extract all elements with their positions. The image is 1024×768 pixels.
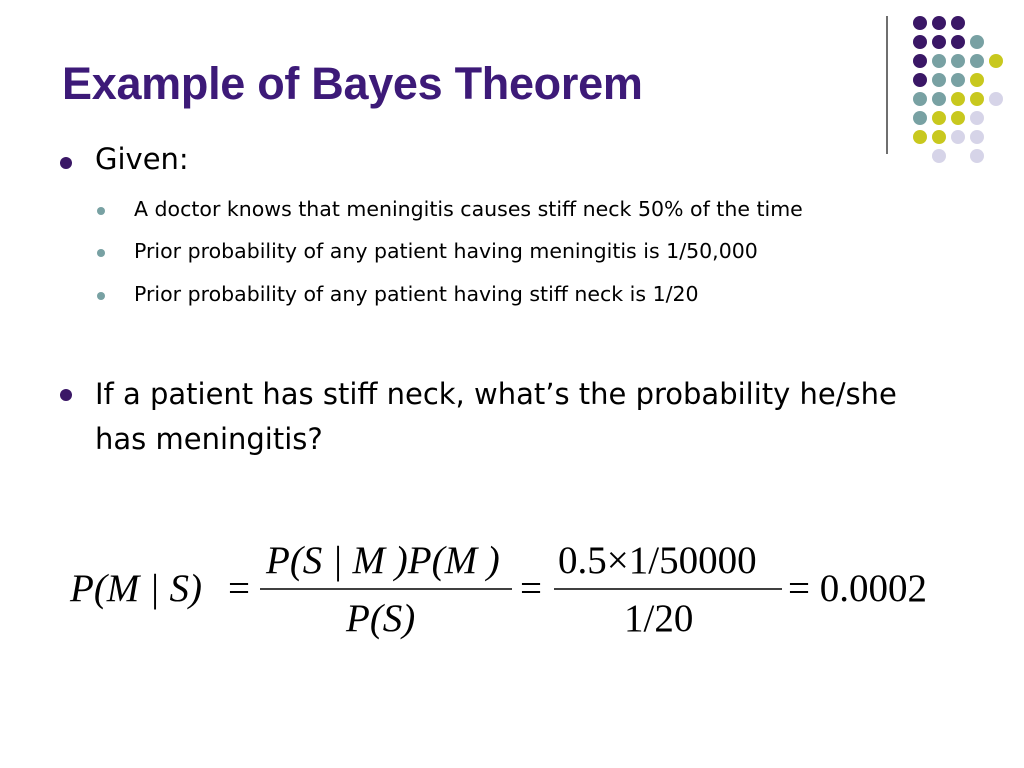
- dot: [970, 35, 984, 49]
- equals-sign: =: [520, 567, 542, 610]
- dot: [913, 111, 927, 125]
- dot: [951, 130, 965, 144]
- fact-item: A doctor knows that meningitis causes stiff neck 50% of the time: [134, 197, 803, 221]
- sub-bullet-dot: [97, 249, 105, 257]
- fraction-2-denominator: 1/20: [624, 597, 694, 640]
- dot: [970, 130, 984, 144]
- dot: [951, 92, 965, 106]
- sub-bullet-dot: [97, 207, 105, 215]
- slide-title: Example of Bayes Theorem: [62, 58, 643, 109]
- equation-result: = 0.0002: [788, 567, 927, 610]
- fraction-1-denominator: P(S): [346, 597, 416, 640]
- dot: [951, 54, 965, 68]
- dot: [932, 54, 946, 68]
- fact-item: Prior probability of any patient having meningitis is 1/50,000: [134, 239, 758, 263]
- dot: [970, 149, 984, 163]
- bullet-question: If a patient has stiff neck, what’s the probability he/she has meningitis?: [95, 377, 897, 456]
- dot: [989, 54, 1003, 68]
- equation-lhs: P(M | S): [70, 567, 203, 610]
- dot: [932, 16, 946, 30]
- dot: [951, 111, 965, 125]
- dot: [913, 92, 927, 106]
- dot: [913, 130, 927, 144]
- dot: [932, 73, 946, 87]
- bayes-equation: [60, 525, 960, 655]
- dot: [951, 35, 965, 49]
- fraction-2-numerator: 0.5×1/50000: [558, 539, 757, 582]
- dot: [932, 149, 946, 163]
- dot: [951, 16, 965, 30]
- dot: [970, 92, 984, 106]
- dot: [932, 92, 946, 106]
- fraction-1-numerator: P(S | M )P(M ): [266, 539, 500, 582]
- dot: [913, 16, 927, 30]
- dot: [913, 54, 927, 68]
- dot: [970, 73, 984, 87]
- equals-sign: =: [228, 567, 250, 610]
- bullet-given: Given:: [95, 142, 189, 176]
- dot: [970, 111, 984, 125]
- dot: [951, 73, 965, 87]
- dot: [989, 92, 1003, 106]
- bullet-dot: [60, 389, 72, 401]
- sub-bullet-dot: [97, 292, 105, 300]
- dot: [913, 73, 927, 87]
- dot: [932, 130, 946, 144]
- dot: [932, 111, 946, 125]
- bullet-dot: [60, 157, 72, 169]
- dot: [913, 35, 927, 49]
- dot: [970, 54, 984, 68]
- fact-item: Prior probability of any patient having stiff neck is 1/20: [134, 282, 699, 306]
- dot: [932, 35, 946, 49]
